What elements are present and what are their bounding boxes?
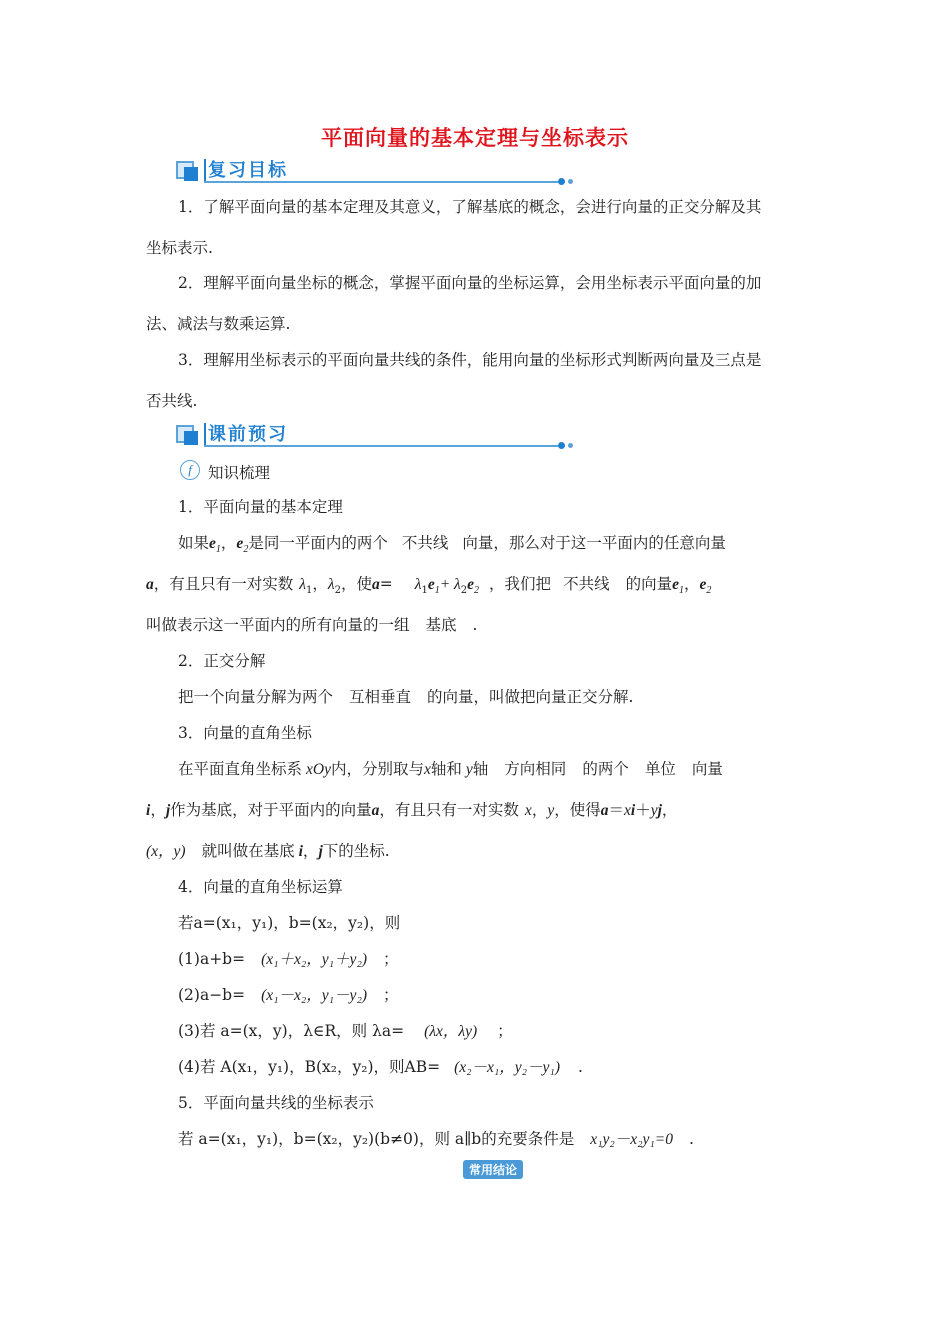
- section-header-review: [176, 157, 572, 187]
- subsection-1-title: 1．平面向量的基本定理: [178, 498, 343, 516]
- section-title-preview: 课前预习: [208, 424, 288, 445]
- goal-2-line-2: 法、减法与数乘运算.: [146, 315, 291, 333]
- goal-3-line-2: 否共线.: [146, 392, 198, 410]
- blank-linear-combination: $\lambda_1e_1+ \lambda_2e_2$: [414, 576, 480, 597]
- blank-perpendicular: 互相垂直: [349, 688, 412, 706]
- theorem-line-1: 如果$e_1$，$e_2$是同一平面内的两个 不共线 向量，那么对于这一平面内的任意向量: [178, 534, 726, 556]
- blank-noncollinear-1: 不共线: [401, 534, 449, 552]
- blank-same-direction: 方向相同: [504, 760, 567, 778]
- coordinate-line-1: 在平面直角坐标系 xOy内，分别取与x轴和 y轴 方向相同 的两个 单位 向量: [178, 760, 723, 778]
- blank-sum: (x₁＋x₂，y₁＋y₂): [261, 951, 367, 968]
- blank-scalar-product: (λx，λy): [424, 1023, 478, 1040]
- section-dot-icon: [568, 179, 573, 184]
- blank-basis: 基底: [425, 616, 457, 634]
- operations-intro: 若a=(x₁，y₁)，b=(x₂，y₂)，则: [178, 914, 401, 932]
- goal-1-line-2: 坐标表示.: [146, 239, 213, 257]
- subsection-5-title: 5．平面向量共线的坐标表示: [178, 1094, 374, 1112]
- section-header-preview: [176, 421, 572, 451]
- collinear-condition: 若 a=(x₁，y₁)，b=(x₂，y₂)(b≠0)，则 a∥b的充要条件是 x₁y₂－x₂y₁=0 .: [178, 1130, 694, 1148]
- theorem-line-3: 叫做表示这一平面内的所有向量的一组 基底 .: [146, 616, 478, 634]
- theorem-line-2: a，有且只有一对实数 $\lambda_1$，$\lambda_2$，使$a= \lambda_1e_1+ \lambda_2e_2$ ，我们把 不共线 的向量$e_1$，$e_2$: [146, 575, 712, 597]
- operation-vector-ab: (4)若 A(x₁，y₁)，B(x₂，y₂)，则AB= (x₂－x₁，y₂－y₁) .: [178, 1058, 583, 1076]
- knowledge-f-icon: f: [180, 460, 200, 480]
- section-square-fill-icon: [184, 167, 198, 181]
- blank-ab-coordinates: (x₂－x₁，y₂－y₁): [454, 1059, 560, 1076]
- coordinate-line-3: (x，y) 就叫做在基底 i，j下的坐标.: [146, 842, 390, 860]
- section-title-review: 复习目标: [208, 160, 288, 181]
- section-underline: [204, 181, 558, 183]
- subsection-4-title: 4．向量的直角坐标运算: [178, 878, 343, 896]
- subsection-3-title: 3．向量的直角坐标: [178, 724, 312, 742]
- blank-difference: (x₁－x₂，y₁－y₂): [261, 987, 367, 1004]
- goal-3-line-1: 3．理解用坐标表示的平面向量共线的条件，能用向量的坐标形式判断两向量及三点是: [178, 351, 762, 369]
- operation-add: (1)a+b= (x₁＋x₂，y₁＋y₂) ；: [178, 950, 399, 968]
- knowledge-heading: 知识梳理: [208, 464, 271, 482]
- operation-subtract: (2)a−b= (x₁－x₂，y₁－y₂) ；: [178, 986, 399, 1004]
- section-underline: [204, 445, 558, 447]
- section-dot-icon: [558, 442, 565, 449]
- section-dot-icon: [558, 178, 565, 185]
- page-title: 平面向量的基本定理与坐标表示: [321, 125, 629, 150]
- orthogonal-line: 把一个向量分解为两个 互相垂直 的向量，叫做把向量正交分解.: [178, 688, 634, 706]
- blank-unit: 单位: [644, 760, 676, 778]
- goal-2-line-1: 2．理解平面向量坐标的概念，掌握平面向量的坐标运算，会用坐标表示平面向量的加: [178, 274, 762, 292]
- goal-1-line-1: 1．了解平面向量的基本定理及其意义，了解基底的概念，会进行向量的正交分解及其: [178, 198, 762, 216]
- coordinate-line-2: i，j作为基底，对于平面内的向量a，有且只有一对实数 x，y，使得a＝xi＋yj，: [146, 801, 678, 819]
- operation-scalar: (3)若 a=(x，y)，λ∈R，则 λa= (λx，λy) ；: [178, 1022, 513, 1040]
- blank-coordinate-pair: (x，y): [146, 843, 186, 860]
- subsection-2-title: 2．正交分解: [178, 652, 266, 670]
- section-square-fill-icon: [184, 431, 198, 445]
- blank-noncollinear-2: 不共线: [563, 575, 610, 593]
- common-conclusions-badge: 常用结论: [463, 1160, 523, 1179]
- blank-collinear-formula: x₁y₂－x₂y₁=0: [590, 1131, 674, 1148]
- section-dot-icon: [568, 443, 573, 448]
